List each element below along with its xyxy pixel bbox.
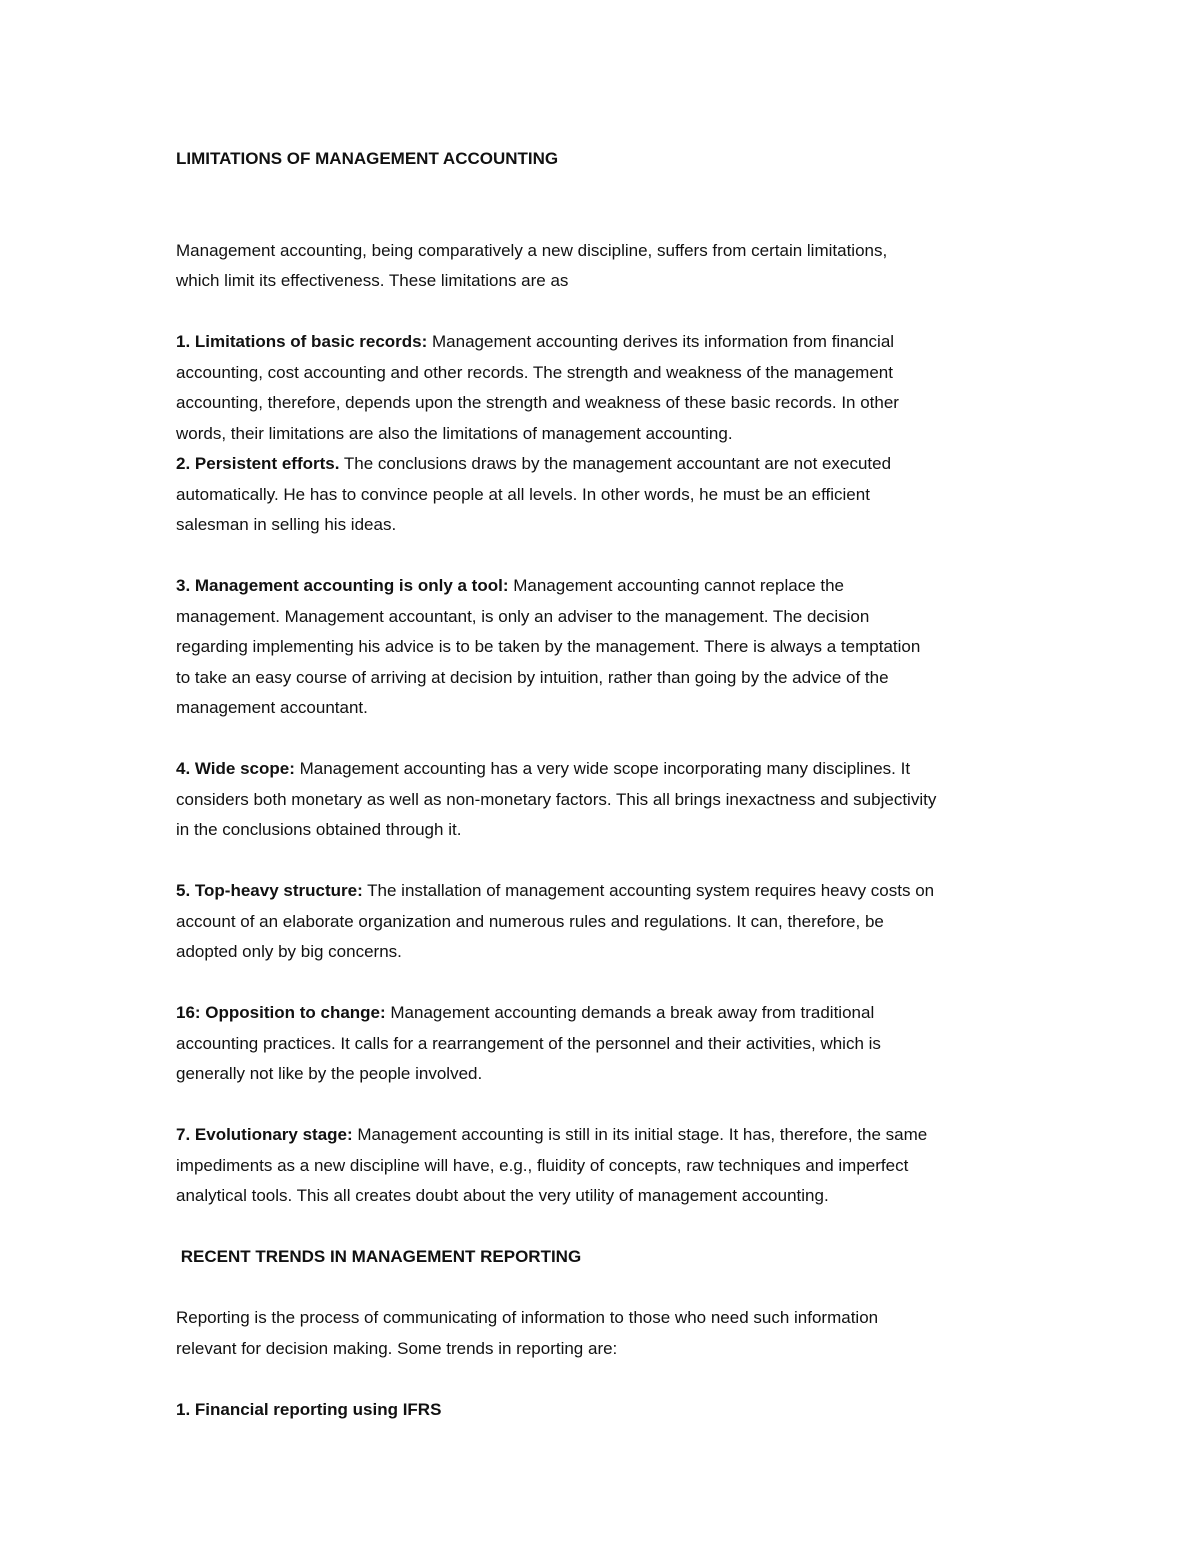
item-text: adopted only by big concerns. — [176, 942, 402, 961]
item-text: considers both monetary as well as non-monetary factors. This all brings inexactness and subjectivity — [176, 789, 937, 809]
item-text: management. Management accountant, is only an adviser to the management. The decision — [176, 606, 870, 626]
reporting-line: relevant for decision making. Some trends in reporting are: — [176, 1338, 618, 1358]
item-text: management accountant. — [176, 698, 368, 717]
limitation-item-7 — [176, 1120, 1076, 1212]
item-label: 16: Opposition to change: — [176, 1003, 386, 1022]
item-text: Management accounting cannot replace the — [508, 576, 845, 595]
reporting-paragraph — [176, 1303, 1076, 1364]
item-label: 5. Top-heavy structure: — [176, 881, 363, 900]
item-text: words, their limitations are also the limitations of management accounting. — [176, 423, 733, 443]
item-text: generally not like by the people involved. — [176, 1064, 483, 1083]
limitation-item-3 — [176, 571, 1076, 724]
item-text: analytical tools. This all creates doubt about the very utility of management accounting. — [176, 1186, 829, 1205]
item-label: 3. Management accounting is only a tool: — [176, 576, 509, 595]
item-text: The installation of management accounting system requires heavy costs on — [362, 881, 935, 900]
trend-label: 1. Financial reporting using IFRS — [176, 1399, 442, 1419]
trend-item-1 — [176, 1395, 1076, 1426]
limitation-item-5 — [176, 876, 1076, 968]
intro-line: which limit its effectiveness. These limitations are as — [176, 271, 569, 290]
item-label: 7. Evolutionary stage: — [176, 1125, 353, 1144]
item-label: 1. Limitations of basic records: — [176, 332, 428, 351]
limitation-item-4 — [176, 754, 1076, 846]
item-text: Management accounting is still in its initial stage. It has, therefore, the same — [352, 1125, 928, 1144]
item-text: account of an elaborate organization and numerous rules and regulations. It can, therefore, be — [176, 911, 884, 931]
item-text: Management accounting derives its information from financial — [427, 332, 895, 351]
item-text: accounting, therefore, depends upon the strength and weakness of these basic records. In other — [176, 393, 899, 412]
item-text: Management accounting demands a break away from traditional — [385, 1003, 875, 1022]
limitation-item-6 — [176, 998, 1076, 1090]
item-text: automatically. He has to convince people at all levels. In other words, he must be an efficient — [176, 484, 870, 504]
reporting-line: Reporting is the process of communicating of information to those who need such information — [176, 1308, 879, 1327]
item-text: in the conclusions obtained through it. — [176, 820, 462, 839]
item-text: to take an easy course of arriving at decision by intuition, rather than going by the advice of the — [176, 667, 889, 687]
item-text: salesman in selling his ideas. — [176, 515, 397, 534]
item-text: impediments as a new discipline will have, e.g., fluidity of concepts, raw techniques and imperfect — [176, 1155, 909, 1175]
item-label: 2. Persistent efforts. — [176, 454, 340, 473]
item-text: accounting practices. It calls for a rearrangement of the personnel and their activities, which is — [176, 1033, 881, 1053]
item-text: accounting, cost accounting and other records. The strength and weakness of the management — [176, 362, 893, 382]
item-label: 4. Wide scope: — [176, 759, 295, 778]
intro-paragraph — [176, 236, 1076, 297]
document-body — [176, 144, 1076, 1425]
heading-limitations: LIMITATIONS OF MANAGEMENT ACCOUNTING — [176, 149, 559, 168]
intro-line: Management accounting, being comparatively a new discipline, suffers from certain limitations, — [176, 240, 888, 260]
item-text: The conclusions draws by the management accountant are not executed — [339, 454, 892, 473]
item-text: regarding implementing his advice is to be taken by the management. There is always a temptation — [176, 637, 921, 656]
item-text: Management accounting has a very wide scope incorporating many disciplines. It — [294, 759, 911, 778]
limitation-item-2 — [176, 449, 1076, 541]
heading-recent-trends: RECENT TRENDS IN MANAGEMENT REPORTING — [176, 1247, 582, 1266]
limitation-item-1 — [176, 327, 1076, 449]
